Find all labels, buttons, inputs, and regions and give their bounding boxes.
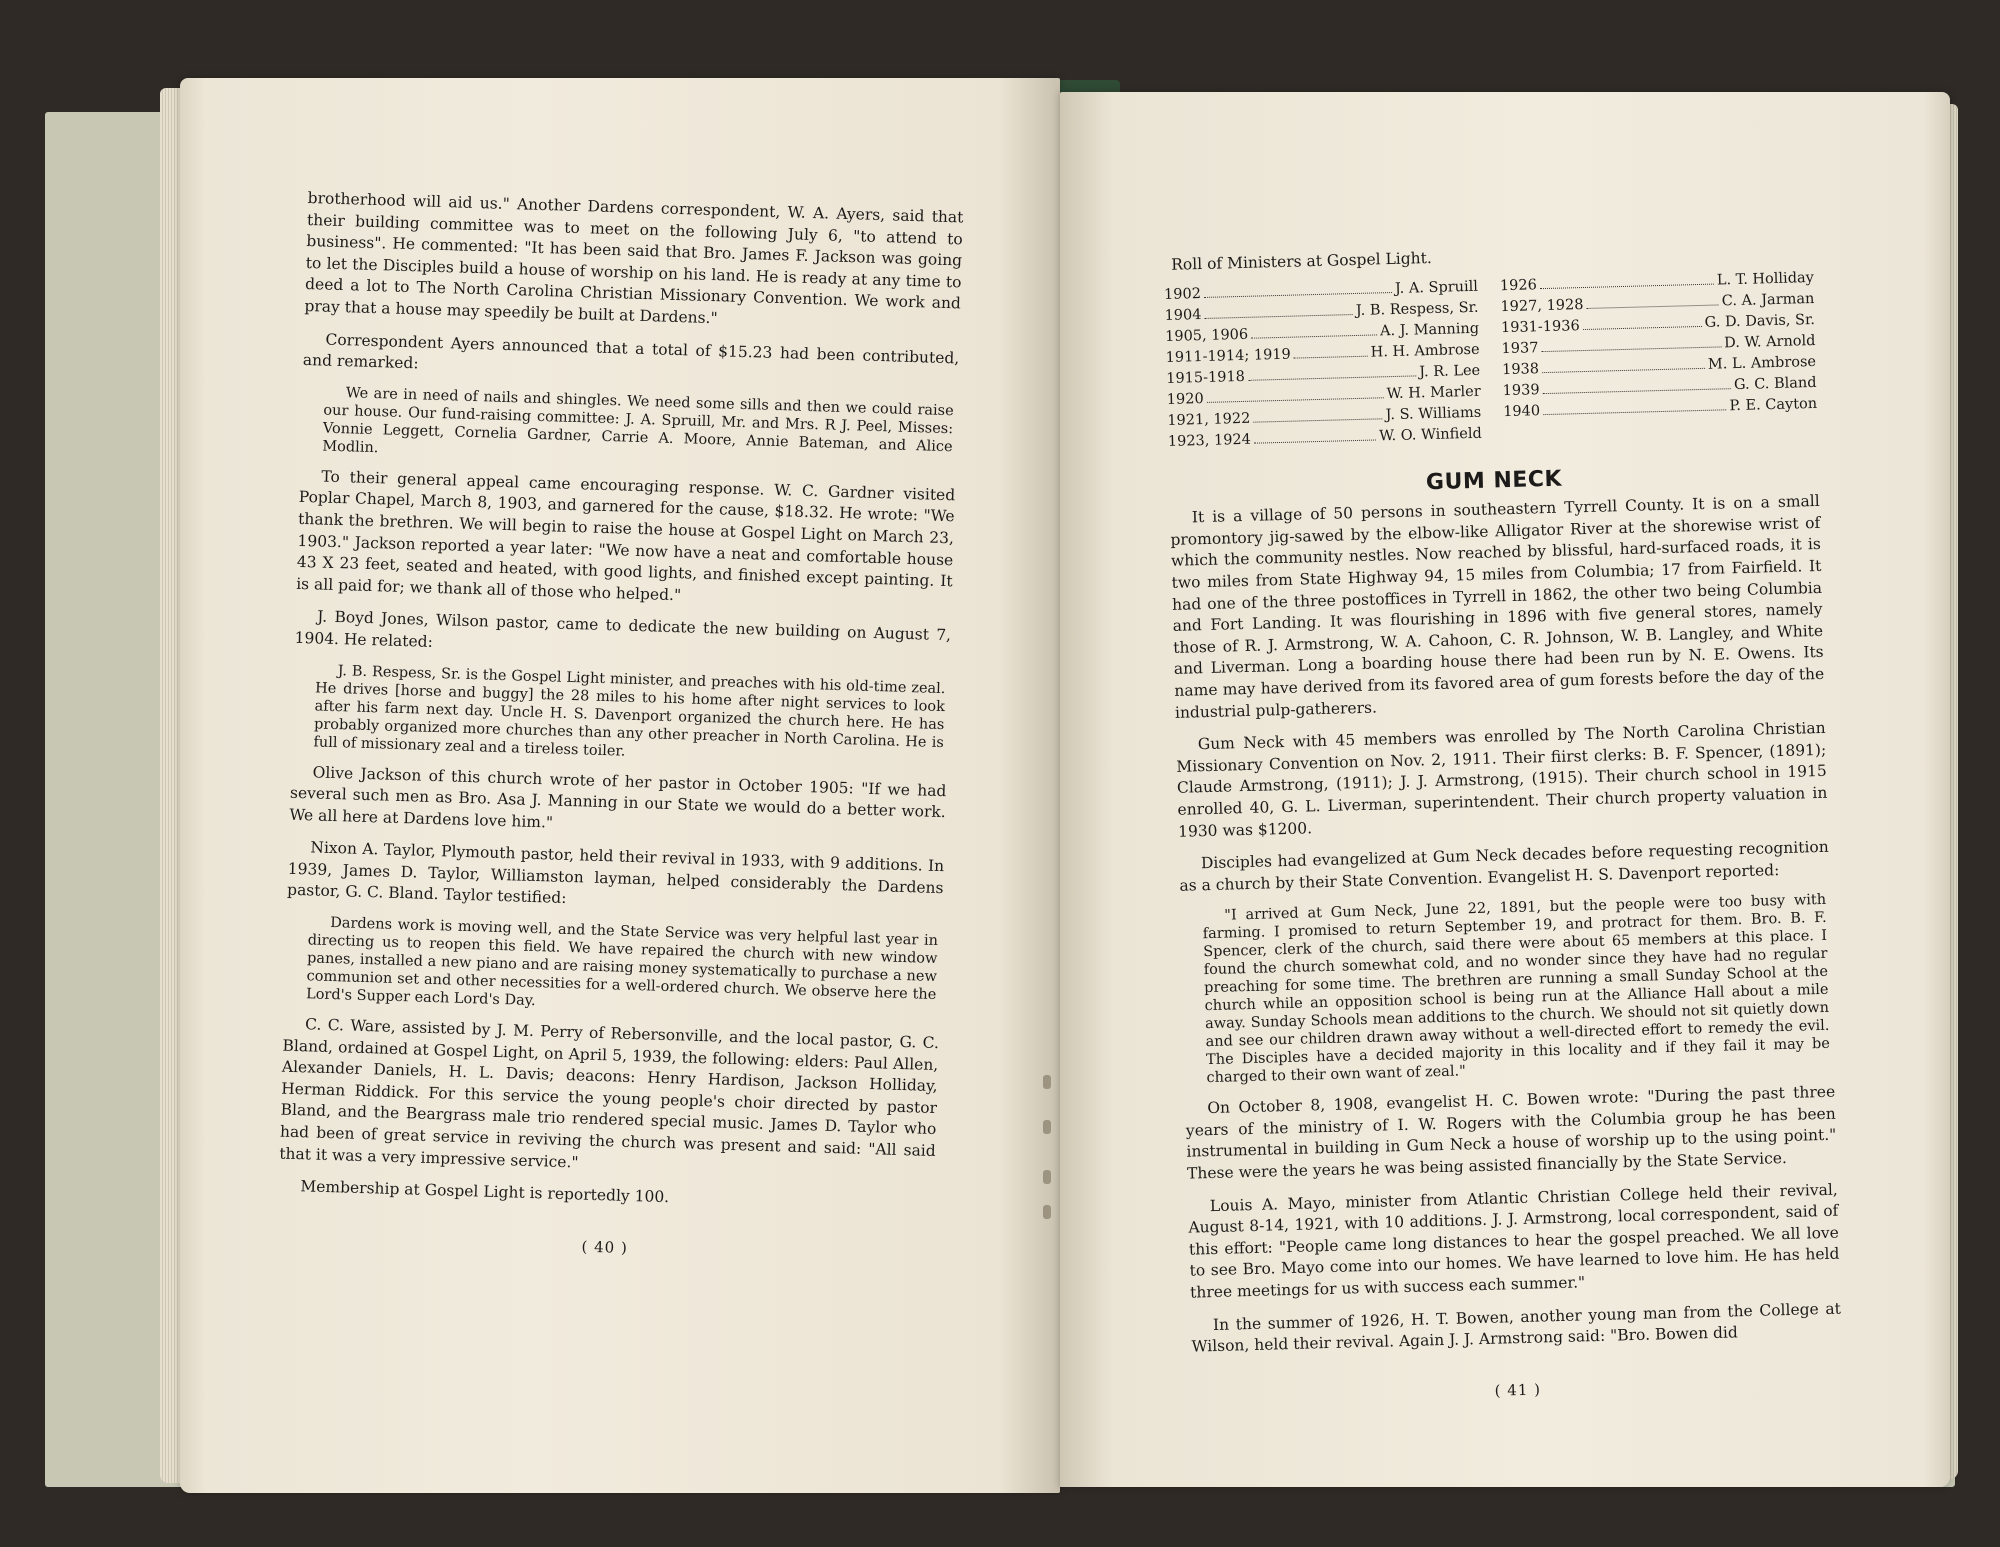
- paragraph: J. Boyd Jones, Wilson pastor, came to dedicate the new building on August 7, 1904. He related:: [294, 607, 952, 651]
- roll-years: 1915-1918: [1166, 368, 1246, 387]
- binding-staple: [1043, 1075, 1051, 1089]
- leader-dots: [1254, 439, 1376, 443]
- leader-dots: [1587, 304, 1719, 308]
- block-quote: J. B. Respess, Sr. is the Gospel Light minister, and preaches with his old-time zeal. He drives [horse and buggy] the 28 miles to his home after night services to look after his farm next day. Uncle H. S. Davenport organized the church here. He has probably organized more churches than any other preacher in North Carolina. He is full of missionary zeal and a tireless toiler.: [313, 662, 946, 760]
- roll-minister-name: J. S. Williams: [1385, 404, 1482, 423]
- right-page-text: [1163, 238, 1843, 1410]
- binding-staple: [1043, 1120, 1051, 1134]
- roll-column-left: [1164, 276, 1482, 452]
- block-quote: Dardens work is moving well, and the State Service was very helpful last year in directing us to reopen this field. We have repaired the church with new window panes, installed a new piano and are raising money systematically to purchase a new communion set and other necessities for a well-ordered church. We observe here the Lord's Supper each Lord's Day.: [305, 915, 939, 1010]
- paragraph: Olive Jackson of this church wrote of her pastor in October 1905: "If we had several such men as Bro. Asa J. Manning in our State we would do a better work. We all here at Dardens love him.": [289, 762, 947, 832]
- leader-dots: [1542, 367, 1705, 372]
- roll-minister-name: H. H. Ambrose: [1370, 341, 1480, 361]
- leader-dots: [1583, 326, 1702, 330]
- roll-minister-name: P. E. Cayton: [1729, 395, 1818, 414]
- roll-years: 1920: [1166, 390, 1204, 408]
- paragraph: C. C. Ware, assisted by J. M. Perry of Rebersonville, and the local pastor, G. C. Bland, ordained at Gospel Light, on April 5, 1939, the following: elders: Paul Allen, Alexander Daniels, H. L. Davis; deacons: Henry Hardison, Jackson Holliday, Herman Riddick. For this service the young people's choir directed by pastor Bland, and the Beargrass male trio rendered special music. James D. Taylor who had been of great service in reviving the church was present and said: "All said that it was a very impressive service.": [279, 1015, 940, 1172]
- left-page-text: [277, 188, 964, 1268]
- roll-minister-name: D. W. Arnold: [1723, 332, 1816, 351]
- leader-dots: [1207, 397, 1384, 403]
- paragraph: In the summer of 1926, H. T. Bowen, another young man from the College at Wilson, held their revival. Again J. J. Armstrong said: "Bro. Bowen did: [1191, 1299, 1842, 1356]
- leader-dots: [1253, 418, 1382, 422]
- page-number-left: ( 40 ): [581, 1237, 629, 1257]
- leader-dots: [1543, 409, 1726, 415]
- section-heading: GUM NECK: [1425, 466, 1563, 495]
- roll-years: 1905, 1906: [1164, 326, 1249, 345]
- block-quote: "I arrived at Gum Neck, June 22, 1891, but the people were too busy with farming. I promised to return September 19, and protract for them. Bro. B. F. Spencer, clerk of the church, said there were about 65 members at this place. I found the church somewhat cold, and no wonder since they have had no regular preaching for some time. The brethren are running a small Sunday School at the church while an opposition school is being run at the Alliance Hall about a mile away. Sunday Schools mean additions to the church. We should not sit quietly down and see our children drawn away without a well-directed effort to remedy the evil. The Disciples have a decided majority in this locality and if they fail it may be charged to their own want of zeal.": [1202, 892, 1831, 1087]
- paragraph: brotherhood will aid us." Another Dardens correspondent, W. A. Ayers, said that their building committee was to meet on the following July 6, "to attend to business". He commented: "It has been said that Bro. James F. Jackson was going to let the Disciples build a house of worship on his land. He is ready at any time to deed a lot to The North Carolina Christian Missionary Convention. We work and pray that a house may speedily be built at Dardens.": [304, 188, 964, 328]
- roll-minister-name: M. L. Ambrose: [1707, 353, 1817, 373]
- roll-minister-name: W. O. Winfield: [1378, 425, 1482, 444]
- roll-minister-name: C. A. Jarman: [1721, 290, 1815, 309]
- roll-years: 1921, 1922: [1167, 410, 1251, 429]
- block-quote: We are in need of nails and shingles. We need some sills and then we could raise our house. Our fund-raising committee: J. A. Spruill, Mr. and Mrs. R J. Peel, Misses: Vonnie Leggett, Cornelia Gardner, Carrie A. Moore, Annie Bateman, and Alice Modlin.: [322, 384, 954, 456]
- paragraph: To their general appeal came encouraging response. W. C. Gardner visited Poplar Chapel, March 8, 1903, and garnered for the cause, $18.32. He wrote: "We thank the brethren. We will begin to raise the house at Gospel Light on March 23, 1903." Jackson reported a year later: "We now have a neat and comfortable house 43 X 23 feet, seated and heated, with good lights, and finished except painting. It is all paid for; we thank all of those who helped.": [295, 467, 956, 604]
- paragraph: Nixon A. Taylor, Plymouth pastor, held their revival in 1933, with 9 additions. In 1939, James D. Taylor, Williamston layman, helped considerably the Dardens pastor, G. C. Bland. Taylor testified:: [286, 838, 945, 908]
- right-page: [1060, 92, 1950, 1487]
- roll-years: 1923, 1924: [1167, 431, 1252, 450]
- paragraph: Correspondent Ayers announced that a total of $15.23 had been contributed, and remarked:: [302, 330, 960, 373]
- roll-column-right: [1500, 268, 1818, 444]
- roll-years: 1940: [1503, 402, 1541, 420]
- paragraph: Gum Neck with 45 members was enrolled by The North Carolina Christian Missionary Convention on Nov. 2, 1911. Their fiirst clerks: B. F. Spencer, (1891); Claude Armstrong, (1911); J. J. Armstrong, (1915). Their church school in 1915 enrolled 40, G. L. Liverman, superintendent. Their church property valuation in 1930 was $1200.: [1176, 718, 1828, 841]
- leader-dots: [1543, 388, 1731, 394]
- roll-years: 1927, 1928: [1500, 296, 1584, 315]
- binding-staple: [1043, 1170, 1051, 1184]
- left-paragraphs: [278, 188, 964, 1217]
- leader-dots: [1540, 283, 1714, 289]
- roll-years: 1911-1914; 1919: [1165, 346, 1291, 366]
- leader-dots: [1205, 314, 1353, 319]
- leader-dots: [1204, 292, 1392, 298]
- roll-years: 1937: [1501, 339, 1539, 357]
- roll-years: 1904: [1164, 306, 1202, 324]
- roll-minister-name: J. R. Lee: [1419, 362, 1481, 380]
- roll-minister-name: G. C. Bland: [1733, 374, 1817, 393]
- right-paragraphs: [1170, 491, 1842, 1358]
- leader-dots: [1248, 375, 1416, 380]
- paragraph: Louis A. Mayo, minister from Atlantic Christian College held their revival, August 8-14, 1921, with 10 additions. J. J. Armstrong, local correspondent, said of this effort: "People came long distances to hear the gospel preached. We all love to see Bro. Mayo come into our homes. We have learned to love him. He has held three meetings for us with success each summer.": [1188, 1180, 1840, 1302]
- paragraph: It is a village of 50 persons in southeastern Tyrrell County. It is on a small promontory jig-sawed by the elbow-like Alligator River at the shorewise wrist of which the community nestles. Now reached by blissful, hard-surfaced roads, it is two miles from State Highway 94, 15 miles from Columbia; 17 from Fairfield. It had one of the three postoffices in Tyrrell in 1862, the other two being Columbia and Fort Landing. It was flourishing in 1896 with five general stores, namely those of R. J. Armstrong, W. A. Cahoon, C. R. Johnson, W. B. Langley, and White and Liverman. Long a boarding house there had been run by N. E. Owens. Its name may have derived from its favored area of gum forests before the day of the industrial pulp-gatherers.: [1170, 492, 1825, 722]
- roll-years: 1931-1936: [1500, 317, 1580, 336]
- roll-minister-name: A. J. Manning: [1379, 320, 1480, 339]
- roll-minister-name: J. A. Spruill: [1394, 278, 1479, 297]
- roll-years: 1926: [1499, 276, 1538, 294]
- roll-of-ministers: [1164, 268, 1818, 453]
- roll-years: 1938: [1501, 360, 1540, 378]
- page-number-right: ( 41 ): [1494, 1380, 1542, 1400]
- roll-minister-name: J. B. Respess, Sr.: [1355, 299, 1479, 319]
- paragraph: On October 8, 1908, evangelist H. C. Bowen wrote: "During the past three years of the ministry of I. W. Rogers with the Columbia group he has been instrumental in building in Gum Neck a house of worship up to the using point." These were the years he was being assisted financially by the State Service.: [1185, 1082, 1837, 1183]
- roll-title: Roll of Ministers at Gospel Light.: [1171, 248, 1433, 274]
- roll-years: 1939: [1502, 381, 1540, 399]
- roll-years: 1902: [1163, 285, 1202, 303]
- roll-minister-name: W. H. Marler: [1386, 383, 1481, 402]
- leader-dots: [1251, 334, 1377, 338]
- paragraph: Disciples had evangelized at Gum Neck decades before requesting recognition as a church by their State Convention. Evangelist H. S. Davenport reported:: [1179, 837, 1829, 895]
- leader-dots: [1542, 346, 1722, 352]
- roll-minister-name: L. T. Holliday: [1716, 269, 1815, 289]
- roll-minister-name: G. D. Davis, Sr.: [1704, 311, 1816, 331]
- left-page: [180, 78, 1060, 1493]
- leader-dots: [1294, 355, 1368, 358]
- binding-staple: [1043, 1205, 1051, 1219]
- paragraph: Membership at Gospel Light is reportedly 100.: [300, 1177, 670, 1207]
